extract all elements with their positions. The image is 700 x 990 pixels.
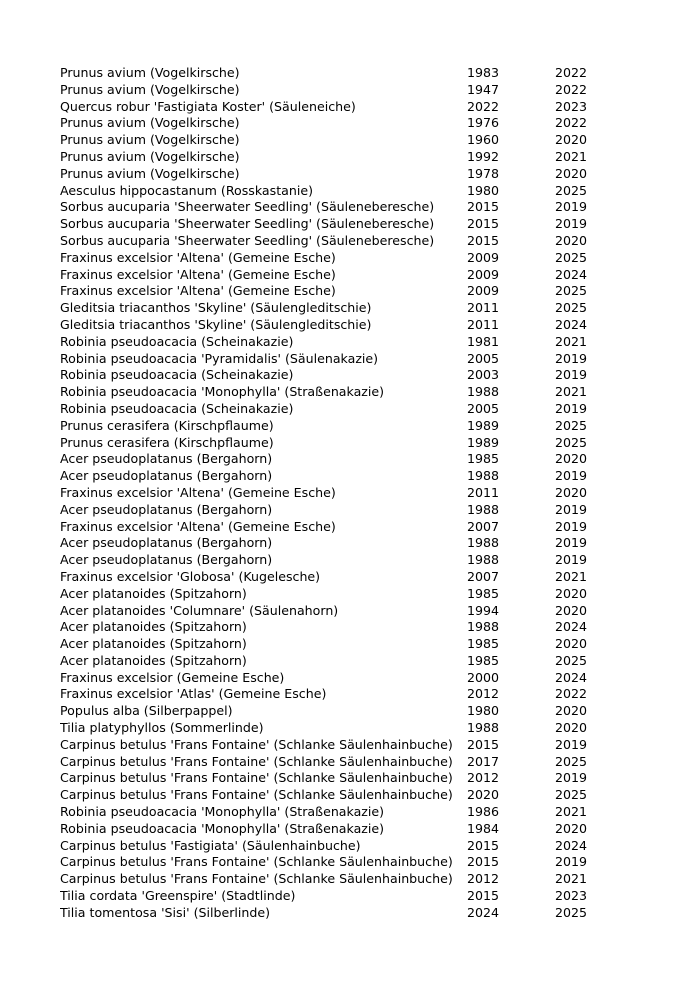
year-recorded-cell: 2021 [555, 568, 588, 584]
year-planted-cell: 1947 [467, 81, 500, 97]
year-recorded-cell: 2020 [555, 484, 588, 500]
table-row [60, 888, 620, 905]
table-row [60, 250, 620, 267]
table-row [60, 65, 620, 82]
year-planted-cell: 1992 [467, 148, 500, 164]
year-recorded-cell: 2019 [555, 400, 588, 416]
table-row [60, 787, 620, 804]
year-recorded-cell: 2019 [555, 535, 588, 551]
table-row [60, 435, 620, 452]
species-cell: Tilia tomentosa 'Sisi' (Silberlinde) [60, 904, 271, 920]
year-recorded-cell: 2024 [555, 316, 588, 332]
species-cell: Fraxinus excelsior 'Altena' (Gemeine Esche) [60, 484, 336, 500]
table-row [60, 334, 620, 351]
table-row [60, 351, 620, 368]
table-row [60, 854, 620, 871]
year-recorded-cell: 2020 [555, 703, 588, 719]
year-recorded-cell: 2021 [555, 804, 588, 820]
species-cell: Carpinus betulus 'Frans Fontaine' (Schlanke Säulenhainbuche) [60, 770, 453, 786]
year-recorded-cell: 2022 [555, 81, 588, 97]
year-planted-cell: 1960 [467, 132, 500, 148]
year-planted-cell: 1980 [467, 182, 500, 198]
species-cell: Aesculus hippocastanum (Rosskastanie) [60, 182, 313, 198]
year-planted-cell: 2024 [467, 904, 500, 920]
table-row [60, 821, 620, 838]
species-cell: Fraxinus excelsior 'Altena' (Gemeine Esche) [60, 518, 336, 534]
table-row [60, 233, 620, 250]
year-planted-cell: 2012 [467, 770, 500, 786]
year-recorded-cell: 2019 [555, 350, 588, 366]
year-recorded-cell: 2025 [555, 434, 588, 450]
year-recorded-cell: 2024 [555, 669, 588, 685]
year-recorded-cell: 2025 [555, 787, 588, 803]
year-planted-cell: 1986 [467, 804, 500, 820]
table-row [60, 115, 620, 132]
species-cell: Fraxinus excelsior 'Altena' (Gemeine Esche) [60, 283, 336, 299]
table-row [60, 418, 620, 435]
year-planted-cell: 1988 [467, 535, 500, 551]
tree-table [60, 65, 620, 922]
year-recorded-cell: 2024 [555, 837, 588, 853]
year-planted-cell: 1984 [467, 820, 500, 836]
table-row [60, 199, 620, 216]
year-recorded-cell: 2025 [555, 283, 588, 299]
tree-table-body [60, 65, 620, 922]
year-planted-cell: 2020 [467, 787, 500, 803]
species-cell: Robinia pseudoacacia 'Monophylla' (Straßenakazie) [60, 804, 385, 820]
year-planted-cell: 2005 [467, 400, 500, 416]
year-planted-cell: 2009 [467, 266, 500, 282]
table-row [60, 703, 620, 720]
species-cell: Fraxinus excelsior 'Altena' (Gemeine Esche) [60, 266, 336, 282]
species-cell: Gleditsia triacanthos 'Skyline' (Säulengleditschie) [60, 316, 372, 332]
table-row [60, 569, 620, 586]
table-row [60, 300, 620, 317]
year-planted-cell: 2007 [467, 568, 500, 584]
year-planted-cell: 1980 [467, 703, 500, 719]
year-planted-cell: 1983 [467, 65, 500, 80]
year-planted-cell: 1976 [467, 115, 500, 131]
table-row [60, 804, 620, 821]
year-planted-cell: 1988 [467, 501, 500, 517]
species-cell: Populus alba (Silberpappel) [60, 703, 233, 719]
year-recorded-cell: 2024 [555, 266, 588, 282]
species-cell: Tilia platyphyllos (Sommerlinde) [60, 720, 264, 736]
species-cell: Sorbus aucuparia 'Sheerwater Seedling' (Säuleneberesche) [60, 232, 435, 248]
year-planted-cell: 1985 [467, 451, 500, 467]
year-planted-cell: 2015 [467, 199, 500, 215]
table-row [60, 770, 620, 787]
year-planted-cell: 2009 [467, 283, 500, 299]
species-cell: Sorbus aucuparia 'Sheerwater Seedling' (Säuleneberesche) [60, 199, 435, 215]
year-recorded-cell: 2021 [555, 871, 588, 887]
year-recorded-cell: 2019 [555, 518, 588, 534]
table-row [60, 603, 620, 620]
year-recorded-cell: 2021 [555, 333, 588, 349]
year-recorded-cell: 2023 [555, 98, 588, 114]
table-row [60, 502, 620, 519]
year-recorded-cell: 2022 [555, 115, 588, 131]
year-planted-cell: 1978 [467, 165, 500, 181]
year-recorded-cell: 2025 [555, 300, 588, 316]
species-cell: Robinia pseudoacacia 'Monophylla' (Straßenakazie) [60, 384, 385, 400]
species-cell: Quercus robur 'Fastigiata Koster' (Säuleneiche) [60, 98, 356, 114]
year-planted-cell: 2012 [467, 871, 500, 887]
year-recorded-cell: 2020 [555, 165, 588, 181]
species-cell: Fraxinus excelsior 'Altena' (Gemeine Esche) [60, 249, 336, 265]
year-recorded-cell: 2025 [555, 182, 588, 198]
table-row [60, 149, 620, 166]
year-recorded-cell: 2022 [555, 686, 588, 702]
year-planted-cell: 2017 [467, 753, 500, 769]
table-row [60, 636, 620, 653]
species-cell: Gleditsia triacanthos 'Skyline' (Säulengleditschie) [60, 300, 372, 316]
year-planted-cell: 1985 [467, 636, 500, 652]
species-cell: Tilia cordata 'Greenspire' (Stadtlinde) [60, 888, 296, 904]
year-planted-cell: 1988 [467, 720, 500, 736]
table-row [60, 166, 620, 183]
table-row [60, 519, 620, 536]
table-row [60, 720, 620, 737]
species-cell: Carpinus betulus 'Frans Fontaine' (Schlanke Säulenhainbuche) [60, 871, 453, 887]
year-recorded-cell: 2020 [555, 585, 588, 601]
year-recorded-cell: 2019 [555, 854, 588, 870]
species-cell: Robinia pseudoacacia (Scheinakazie) [60, 367, 294, 383]
species-cell: Acer platanoides (Spitzahorn) [60, 636, 247, 652]
table-row [60, 552, 620, 569]
table-row [60, 670, 620, 687]
year-planted-cell: 1988 [467, 384, 500, 400]
year-planted-cell: 2007 [467, 518, 500, 534]
year-recorded-cell: 2024 [555, 619, 588, 635]
species-cell: Carpinus betulus 'Fastigiata' (Säulenhainbuche) [60, 837, 361, 853]
species-cell: Acer platanoides 'Columnare' (Säulenahorn) [60, 602, 339, 618]
species-cell: Robinia pseudoacacia 'Monophylla' (Straßenakazie) [60, 820, 385, 836]
species-cell: Acer pseudoplatanus (Bergahorn) [60, 552, 273, 568]
year-planted-cell: 2015 [467, 888, 500, 904]
species-cell: Prunus avium (Vogelkirsche) [60, 65, 240, 80]
species-cell: Robinia pseudoacacia (Scheinakazie) [60, 400, 294, 416]
year-planted-cell: 1994 [467, 602, 500, 618]
species-cell: Carpinus betulus 'Frans Fontaine' (Schlanke Säulenhainbuche) [60, 736, 453, 752]
table-row [60, 451, 620, 468]
year-planted-cell: 1988 [467, 619, 500, 635]
table-row [60, 82, 620, 99]
species-cell: Acer platanoides (Spitzahorn) [60, 619, 247, 635]
year-recorded-cell: 2019 [555, 770, 588, 786]
year-recorded-cell: 2020 [555, 232, 588, 248]
table-row [60, 871, 620, 888]
table-row [60, 267, 620, 284]
year-planted-cell: 1989 [467, 434, 500, 450]
table-row [60, 367, 620, 384]
year-recorded-cell: 2025 [555, 904, 588, 920]
table-row [60, 619, 620, 636]
year-recorded-cell: 2019 [555, 552, 588, 568]
year-recorded-cell: 2025 [555, 249, 588, 265]
table-row [60, 99, 620, 116]
species-cell: Prunus cerasifera (Kirschpflaume) [60, 434, 274, 450]
species-cell: Acer pseudoplatanus (Bergahorn) [60, 451, 273, 467]
species-cell: Fraxinus excelsior (Gemeine Esche) [60, 669, 285, 685]
year-planted-cell: 2000 [467, 669, 500, 685]
table-row [60, 384, 620, 401]
year-recorded-cell: 2020 [555, 820, 588, 836]
year-recorded-cell: 2019 [555, 216, 588, 232]
table-row [60, 468, 620, 485]
table-row [60, 686, 620, 703]
year-recorded-cell: 2021 [555, 384, 588, 400]
species-cell: Acer platanoides (Spitzahorn) [60, 652, 247, 668]
table-row [60, 317, 620, 334]
year-recorded-cell: 2020 [555, 636, 588, 652]
year-planted-cell: 2011 [467, 300, 500, 316]
year-recorded-cell: 2025 [555, 753, 588, 769]
year-planted-cell: 2003 [467, 367, 500, 383]
species-cell: Carpinus betulus 'Frans Fontaine' (Schlanke Säulenhainbuche) [60, 753, 453, 769]
species-cell: Prunus avium (Vogelkirsche) [60, 132, 240, 148]
species-cell: Sorbus aucuparia 'Sheerwater Seedling' (Säuleneberesche) [60, 216, 435, 232]
species-cell: Robinia pseudoacacia (Scheinakazie) [60, 333, 294, 349]
table-row [60, 216, 620, 233]
table-row [60, 754, 620, 771]
species-cell: Acer pseudoplatanus (Bergahorn) [60, 468, 273, 484]
species-cell: Robinia pseudoacacia 'Pyramidalis' (Säulenakazie) [60, 350, 379, 366]
year-recorded-cell: 2020 [555, 451, 588, 467]
table-row [60, 586, 620, 603]
year-recorded-cell: 2025 [555, 417, 588, 433]
year-planted-cell: 2005 [467, 350, 500, 366]
year-planted-cell: 1988 [467, 552, 500, 568]
year-planted-cell: 2015 [467, 854, 500, 870]
table-row [60, 485, 620, 502]
species-cell: Fraxinus excelsior 'Atlas' (Gemeine Esche) [60, 686, 327, 702]
species-cell: Prunus avium (Vogelkirsche) [60, 81, 240, 97]
year-recorded-cell: 2019 [555, 367, 588, 383]
year-planted-cell: 2015 [467, 837, 500, 853]
year-planted-cell: 2011 [467, 316, 500, 332]
year-planted-cell: 1985 [467, 585, 500, 601]
species-cell: Prunus cerasifera (Kirschpflaume) [60, 417, 274, 433]
year-recorded-cell: 2019 [555, 501, 588, 517]
year-recorded-cell: 2020 [555, 720, 588, 736]
year-planted-cell: 2009 [467, 249, 500, 265]
species-cell: Prunus avium (Vogelkirsche) [60, 165, 240, 181]
year-recorded-cell: 2019 [555, 468, 588, 484]
table-row [60, 737, 620, 754]
year-planted-cell: 1985 [467, 652, 500, 668]
table-row [60, 535, 620, 552]
species-cell: Acer platanoides (Spitzahorn) [60, 585, 247, 601]
year-planted-cell: 1981 [467, 333, 500, 349]
species-cell: Carpinus betulus 'Frans Fontaine' (Schlanke Säulenhainbuche) [60, 787, 453, 803]
table-row [60, 838, 620, 855]
year-recorded-cell: 2020 [555, 602, 588, 618]
year-planted-cell: 1988 [467, 468, 500, 484]
year-planted-cell: 2015 [467, 232, 500, 248]
species-cell: Acer pseudoplatanus (Bergahorn) [60, 501, 273, 517]
table-row [60, 401, 620, 418]
year-planted-cell: 2015 [467, 216, 500, 232]
species-cell: Acer pseudoplatanus (Bergahorn) [60, 535, 273, 551]
table-row [60, 283, 620, 300]
year-planted-cell: 2012 [467, 686, 500, 702]
year-recorded-cell: 2020 [555, 132, 588, 148]
species-cell: Prunus avium (Vogelkirsche) [60, 115, 240, 131]
year-planted-cell: 1989 [467, 417, 500, 433]
table-row [60, 132, 620, 149]
species-cell: Fraxinus excelsior 'Globosa' (Kugelesche) [60, 568, 321, 584]
year-planted-cell: 2011 [467, 484, 500, 500]
year-planted-cell: 2022 [467, 98, 500, 114]
table-row [60, 653, 620, 670]
year-planted-cell: 2015 [467, 736, 500, 752]
species-cell: Prunus avium (Vogelkirsche) [60, 148, 240, 164]
table-row [60, 905, 620, 922]
species-cell: Carpinus betulus 'Frans Fontaine' (Schlanke Säulenhainbuche) [60, 854, 453, 870]
year-recorded-cell: 2025 [555, 652, 588, 668]
year-recorded-cell: 2023 [555, 888, 588, 904]
table-row [60, 183, 620, 200]
year-recorded-cell: 2019 [555, 199, 588, 215]
year-recorded-cell: 2022 [555, 65, 588, 80]
year-recorded-cell: 2019 [555, 736, 588, 752]
year-recorded-cell: 2021 [555, 148, 588, 164]
